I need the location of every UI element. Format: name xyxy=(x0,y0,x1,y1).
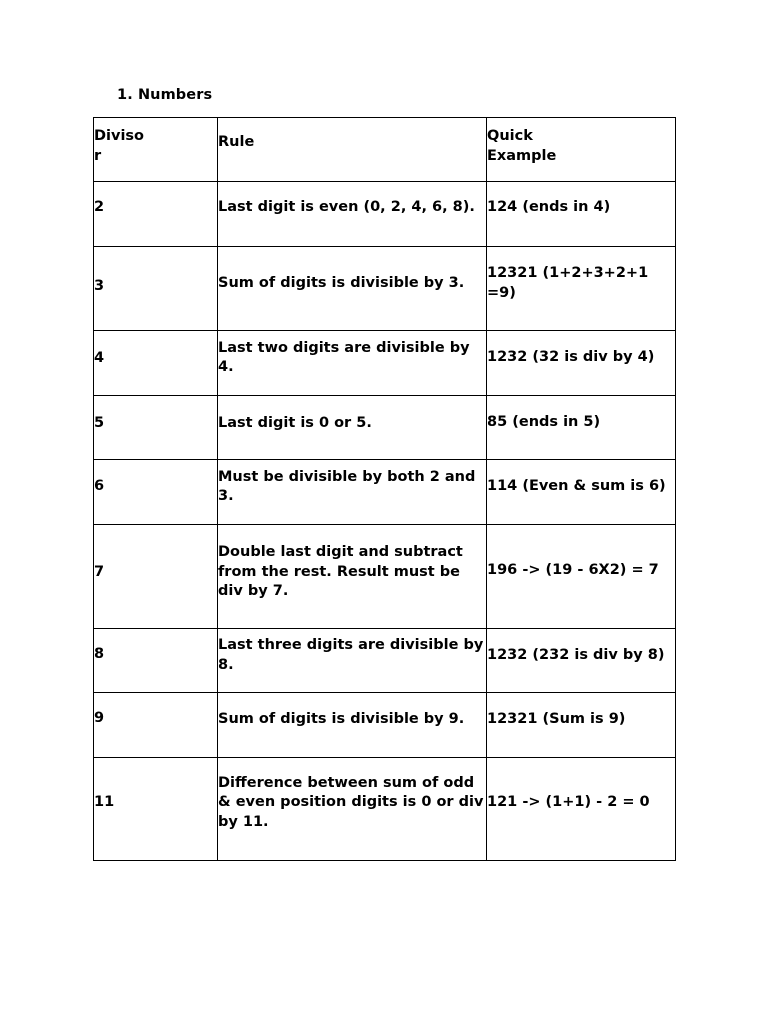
example-text: 1232 (232 is div by 8) xyxy=(487,646,665,663)
rule-cell xyxy=(218,693,487,758)
divisor-value: 3 xyxy=(94,277,105,294)
rule-text: Last two digits are divisible by 4. xyxy=(218,339,470,375)
header-example-cell xyxy=(487,118,676,182)
table-row xyxy=(94,331,676,396)
header-divisor-cell xyxy=(94,118,218,182)
table-row xyxy=(94,758,676,861)
example-text: 1232 (32 is div by 4) xyxy=(487,349,655,366)
rule-cell xyxy=(218,331,487,396)
divisibility-rules-table xyxy=(93,117,676,861)
rule-text: Double last digit and subtract from the rest. Result must be div by 7. xyxy=(218,544,463,600)
divisor-value: 6 xyxy=(94,478,105,495)
divisor-value: 9 xyxy=(94,710,105,727)
rule-text: Last three digits are divisible by 8. xyxy=(218,637,484,673)
divisor-value: 11 xyxy=(94,794,115,811)
section-heading: 1. Numbers xyxy=(117,87,213,103)
table-row xyxy=(94,693,676,758)
header-divisor-label: Diviso r xyxy=(94,128,145,164)
divisor-cell xyxy=(94,460,218,525)
example-text: 196 -> (19 - 6X2) = 7 xyxy=(487,561,659,578)
rule-text: Difference between sum of odd & even position digits is 0 or div by 11. xyxy=(218,774,484,830)
header-example-label: Quick Example xyxy=(487,128,557,164)
example-cell xyxy=(487,460,676,525)
example-cell xyxy=(487,396,676,460)
rule-cell xyxy=(218,396,487,460)
rule-cell xyxy=(218,182,487,247)
rule-text: Sum of digits is divisible by 9. xyxy=(218,711,465,728)
rule-cell xyxy=(218,629,487,693)
divisor-cell xyxy=(94,331,218,396)
example-cell xyxy=(487,182,676,247)
divisor-value: 7 xyxy=(94,563,105,580)
example-cell xyxy=(487,525,676,629)
rule-text: Must be divisible by both 2 and 3. xyxy=(218,468,476,504)
table-row xyxy=(94,247,676,331)
example-text: 12321 (Sum is 9) xyxy=(487,711,626,728)
table-row xyxy=(94,396,676,460)
example-cell xyxy=(487,629,676,693)
rule-text: Sum of digits is divisible by 3. xyxy=(218,274,465,291)
rule-text: Last digit is even (0, 2, 4, 6, 8). xyxy=(218,199,475,216)
example-text: 124 (ends in 4) xyxy=(487,199,611,216)
example-cell xyxy=(487,758,676,861)
rule-cell xyxy=(218,758,487,861)
example-text: 114 (Even & sum is 6) xyxy=(487,478,666,495)
example-cell xyxy=(487,693,676,758)
divisor-cell xyxy=(94,693,218,758)
divisor-cell xyxy=(94,629,218,693)
divisor-value: 8 xyxy=(94,645,105,662)
table-row xyxy=(94,629,676,693)
divisor-cell xyxy=(94,396,218,460)
divisor-cell xyxy=(94,758,218,861)
rule-text: Last digit is 0 or 5. xyxy=(218,414,372,431)
example-text: 85 (ends in 5) xyxy=(487,413,601,430)
divisor-cell xyxy=(94,247,218,331)
example-text: 12321 (1+2+3+2+1 =9) xyxy=(487,265,649,301)
divisor-value: 5 xyxy=(94,414,105,431)
divisor-value: 2 xyxy=(94,199,105,216)
divisor-cell xyxy=(94,182,218,247)
table-header-row xyxy=(94,118,676,182)
rule-cell xyxy=(218,247,487,331)
divisor-value: 4 xyxy=(94,350,105,367)
table-row xyxy=(94,182,676,247)
header-rule-cell xyxy=(218,118,487,182)
rule-cell xyxy=(218,525,487,629)
rule-cell xyxy=(218,460,487,525)
example-cell xyxy=(487,247,676,331)
table-row xyxy=(94,460,676,525)
table-row xyxy=(94,525,676,629)
example-cell xyxy=(487,331,676,396)
header-rule-label: Rule xyxy=(218,133,255,150)
divisor-cell xyxy=(94,525,218,629)
example-text: 121 -> (1+1) - 2 = 0 xyxy=(487,794,650,811)
